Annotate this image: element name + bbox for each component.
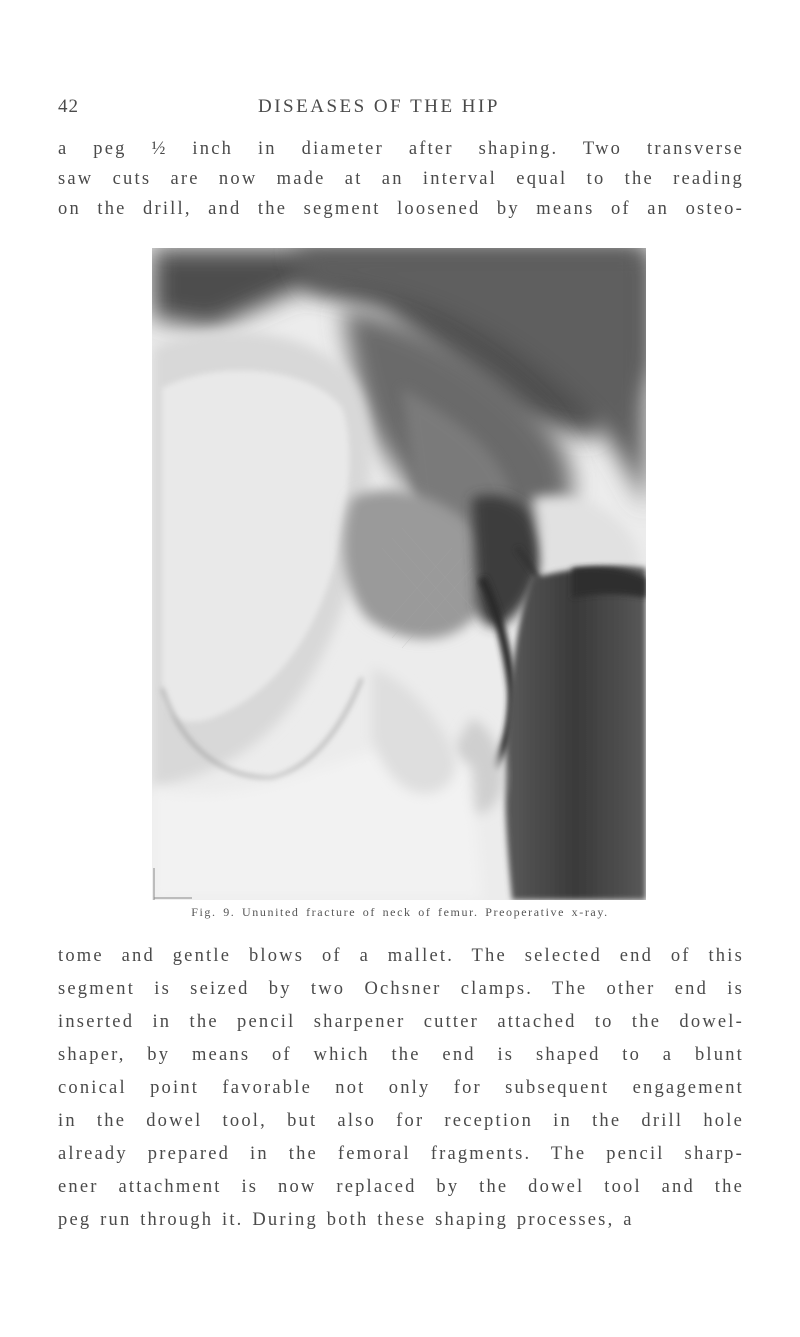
top-paragraph	[58, 134, 744, 224]
text-line: inserted in the pencil sharpener cutter attached to the dowel-	[58, 1012, 744, 1032]
text-line: saw cuts are now made at an interval equal to the reading	[58, 169, 744, 189]
text-line: tome and gentle blows of a mallet. The selected end of this	[58, 946, 744, 966]
figure-caption: Fig. 9. Ununited fracture of neck of femur. Preoperative x-ray.	[191, 905, 609, 919]
text-line: peg run through it. During both these shaping processes, a	[58, 1210, 634, 1230]
text-line: in the dowel tool, but also for reception in the drill hole	[58, 1111, 744, 1131]
text-line: on the drill, and the segment loosened by means of an osteo-	[58, 199, 744, 219]
bottom-paragraph	[58, 940, 744, 1237]
text-line: already prepared in the femoral fragments. The pencil sharp-	[58, 1144, 744, 1164]
text-line: shaper, by means of which the end is shaped to a blunt	[58, 1045, 744, 1065]
text-line: ener attachment is now replaced by the dowel tool and the	[58, 1177, 744, 1197]
text-line: conical point favorable not only for subsequent engagement	[58, 1078, 744, 1098]
page-number: 42	[58, 96, 79, 117]
running-head: DISEASES OF THE HIP	[258, 96, 500, 117]
text-line: a peg ½ inch in diameter after shaping. Two transverse	[58, 139, 744, 159]
xray-figure	[152, 248, 646, 900]
text-line: segment is seized by two Ochsner clamps. The other end is	[58, 979, 744, 999]
xray-image	[152, 248, 646, 900]
